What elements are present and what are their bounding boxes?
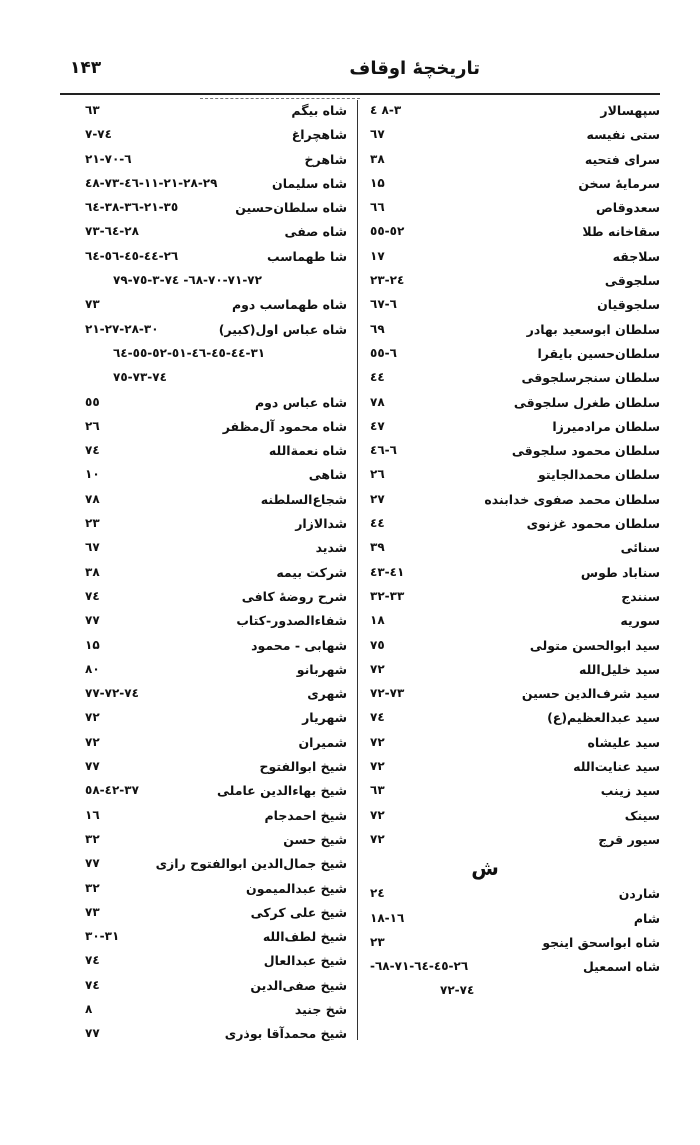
index-entry xyxy=(370,886,660,910)
index-term: سرای فتحیه xyxy=(584,151,660,167)
index-term: سید ابوالحسن متولی xyxy=(529,637,660,653)
index-entry xyxy=(85,953,347,977)
index-entry xyxy=(85,881,347,905)
index-term: شاردن xyxy=(618,886,660,902)
index-entry xyxy=(85,856,347,880)
index-pages: ٦۹ xyxy=(370,321,385,336)
index-pages: ۱٦ xyxy=(85,807,100,822)
index-pages: ۷٤ xyxy=(85,443,100,458)
index-pages: ۲٦-٤٥-٦٤-٦۸-۷۱- xyxy=(370,959,469,974)
index-pages: ۷۲-۷٤ xyxy=(440,983,475,998)
index-pages: ٦۸-۷۰-۷۱-۷۲- ۳-۷٤-۷٥-۷۹ xyxy=(113,273,262,288)
index-term: شهریار xyxy=(302,710,347,726)
index-entry xyxy=(85,686,347,710)
index-entry xyxy=(85,929,347,953)
index-term: شاهچراغ xyxy=(291,127,347,143)
index-pages: ٦-٤٦ xyxy=(370,443,397,458)
index-term: شیخ محمدآقا بوذری xyxy=(224,1026,347,1042)
index-pages: ۷٥ xyxy=(370,637,385,652)
index-pages: ۷۲ xyxy=(370,759,385,774)
index-pages: ۷۷ xyxy=(85,613,100,628)
index-entry xyxy=(370,297,660,321)
index-term: شام xyxy=(633,910,660,926)
index-entry xyxy=(370,419,660,443)
index-term: شیخ علی کرکی xyxy=(250,904,347,920)
index-term: شیخ لطف‌الله xyxy=(262,929,347,945)
index-entry xyxy=(85,759,347,783)
index-entry xyxy=(370,589,660,613)
index-entry xyxy=(370,808,660,832)
index-entry xyxy=(85,395,347,419)
index-term: ستی نفیسه xyxy=(586,127,660,143)
index-entry xyxy=(85,662,347,686)
index-pages: ۷۸ xyxy=(370,394,385,409)
index-entry xyxy=(370,395,660,419)
index-pages: ٤٤ xyxy=(370,370,385,385)
index-term: شا طهماسب xyxy=(267,248,347,264)
column-divider xyxy=(357,100,358,1040)
index-term: شرح روضهٔ کافی xyxy=(241,588,347,604)
section-heading xyxy=(370,856,660,886)
index-term: سینک xyxy=(624,807,660,823)
index-term: شدید xyxy=(315,540,347,556)
index-entry xyxy=(370,565,660,589)
index-term: شجاع‌السلطنه xyxy=(260,491,347,507)
index-entry xyxy=(85,540,347,564)
index-pages: ۱۵ xyxy=(370,175,385,190)
index-term: شاهرخ xyxy=(304,151,347,167)
index-pages: ۷۲ xyxy=(370,807,385,822)
index-term: سناباد طوس xyxy=(580,564,660,580)
index-pages: ۱٦-۱۸ xyxy=(370,910,405,925)
index-term: سید عبدالعظیم(ع) xyxy=(547,710,660,726)
index-pages: ۲۱-۲۷-۲۸-۳۰ xyxy=(85,321,159,336)
index-term: سلطان محمود سلجوقی xyxy=(511,443,660,459)
index-pages: ۷۷ xyxy=(85,759,100,774)
index-term: شاه محمود آل‌مظفر xyxy=(222,418,347,434)
index-pages: ۷۲ xyxy=(370,661,385,676)
index-entry xyxy=(85,249,347,273)
index-pages: ٤۷ xyxy=(370,418,385,433)
index-term: سپهسالار xyxy=(600,103,660,118)
index-column-left xyxy=(85,103,347,1051)
index-pages: ۱۰ xyxy=(85,467,100,482)
index-entry xyxy=(370,467,660,491)
index-pages: ۱۷ xyxy=(370,248,385,263)
index-term: سلطان محمود غزنوی xyxy=(526,516,660,532)
index-term: سنندج xyxy=(621,588,660,604)
header-rule xyxy=(60,93,660,95)
index-entry xyxy=(85,322,347,346)
index-entry xyxy=(85,905,347,929)
index-term: شیخ عبدالمیمون xyxy=(246,880,347,896)
index-pages: ٦-٦۷ xyxy=(370,297,397,312)
index-term: سقاخانه طلا xyxy=(582,224,660,240)
index-entry xyxy=(370,103,660,127)
index-entry xyxy=(85,127,347,151)
index-term: سید زینب xyxy=(600,783,660,799)
index-term: شاه ابواسحق اینجو xyxy=(542,934,660,950)
index-term: سلطان سنجرسلجوقی xyxy=(521,370,660,386)
index-term: شاه عباس اول(کبیر) xyxy=(218,321,347,337)
index-entry xyxy=(85,176,347,200)
index-term: سلجوقی xyxy=(604,273,660,289)
index-pages: ۷۸ xyxy=(85,491,100,506)
index-entry xyxy=(85,370,347,394)
index-entry xyxy=(370,516,660,540)
index-term: سیور قرج xyxy=(598,831,660,847)
index-pages: ٦٦ xyxy=(370,200,385,215)
running-title: تاریخچهٔ اوقاف xyxy=(349,58,480,79)
index-entry xyxy=(85,273,347,297)
index-term: سلطان مرادمیرزا xyxy=(552,418,660,434)
index-pages: ۷۲ xyxy=(370,734,385,749)
index-term: شهربانو xyxy=(296,661,347,677)
index-term: سلطان‌حسین بایقرا xyxy=(537,345,660,361)
index-entry xyxy=(85,638,347,662)
index-entry xyxy=(85,200,347,224)
index-entry xyxy=(85,783,347,807)
index-entry xyxy=(370,540,660,564)
index-term: سلطان محمدالجایتو xyxy=(538,467,660,483)
index-pages: ٥۲-٥٥ xyxy=(370,224,405,239)
index-entry xyxy=(85,735,347,759)
index-entry xyxy=(85,808,347,832)
index-pages: ۸۰ xyxy=(85,661,100,676)
index-term: سید عنایت‌الله xyxy=(573,759,660,775)
index-entry xyxy=(370,686,660,710)
index-pages: ۲٦-٤٤-٤٥-٥٦-٦٤ xyxy=(85,248,179,263)
index-entry xyxy=(85,832,347,856)
index-term: شفاءالصدور-کتاب xyxy=(236,613,347,629)
index-entry xyxy=(85,346,347,370)
index-entry xyxy=(85,710,347,734)
index-pages: ٤٤ xyxy=(370,516,385,531)
index-term: سرمایهٔ سخن xyxy=(578,175,660,191)
index-entry xyxy=(85,467,347,491)
index-term: شاه نعمةالله xyxy=(268,443,347,459)
index-entry xyxy=(85,492,347,516)
index-entry xyxy=(85,152,347,176)
index-pages: ٦۳ xyxy=(370,783,385,798)
index-term: شاه اسمعیل xyxy=(583,959,660,975)
index-term: شیخ صفی‌الدین xyxy=(250,977,347,993)
index-entry xyxy=(370,370,660,394)
index-pages: ۷۳ xyxy=(85,904,100,919)
index-column-right xyxy=(370,103,660,1008)
index-pages: ۷۷ xyxy=(85,856,100,871)
index-pages: ۲۱-۳٥-۳٦-۳۸-٦٤ xyxy=(85,200,179,215)
index-pages: ۱۱-۲۱-۲۸-۲۹-٤٦-٤۸-۷۳ xyxy=(85,175,218,190)
index-term: شاهی xyxy=(308,467,347,483)
index-term: شاه بیگم xyxy=(291,103,347,118)
index-pages: ۷۳ xyxy=(85,297,100,312)
index-term: سلطان طغرل سلجوقی xyxy=(513,394,660,410)
index-pages: ۳۸ xyxy=(85,564,100,579)
index-pages: ۳۱-٤٤-٤٥-٤٦-٥۱-٥۲-٥٥-٦٤ xyxy=(113,345,266,360)
index-entry xyxy=(370,346,660,370)
index-term: سنائی xyxy=(620,540,660,556)
index-pages: ۷٤ xyxy=(370,710,385,725)
index-entry xyxy=(85,1002,347,1026)
index-term: شیخ ابوالفتوح xyxy=(259,759,347,775)
index-pages: ٦-٥٥ xyxy=(370,345,397,360)
index-term: شرکت بیمه xyxy=(276,564,347,580)
index-term: شخ جنید xyxy=(294,1001,347,1017)
section-letter: ش xyxy=(471,856,499,881)
index-pages: ۲٦ xyxy=(370,467,385,482)
index-entry xyxy=(85,443,347,467)
index-pages: ۸ xyxy=(85,1001,93,1016)
index-term: شاه طهماسب دوم xyxy=(231,297,347,313)
index-entry xyxy=(370,983,660,1007)
index-entry xyxy=(370,249,660,273)
index-pages: ۲۷ xyxy=(370,491,385,506)
index-entry xyxy=(370,662,660,686)
index-entry xyxy=(85,613,347,637)
index-term: شاه عباس دوم xyxy=(255,394,347,410)
index-pages: ۳۲-۳۳ xyxy=(370,588,405,603)
index-term: شمیران xyxy=(298,734,347,750)
index-pages: ۷۳-۷٤-۷٥ xyxy=(113,370,167,385)
index-term: سلطان ابوسعید بهادر xyxy=(526,321,660,337)
index-pages: ۲۳ xyxy=(370,934,385,949)
index-pages: ۲٤ xyxy=(370,886,385,901)
index-entry xyxy=(370,152,660,176)
index-pages: ۷۲-۷٤-۷۷ xyxy=(85,686,139,701)
index-entry xyxy=(370,935,660,959)
index-term: سوریه xyxy=(620,613,660,629)
index-entry xyxy=(370,613,660,637)
index-term: شیخ بهاءالدین عاملی xyxy=(217,783,347,799)
index-entry xyxy=(370,127,660,151)
index-entry xyxy=(370,200,660,224)
index-pages: ۷٤ xyxy=(85,977,100,992)
index-entry xyxy=(370,492,660,516)
index-entry xyxy=(370,273,660,297)
index-pages: ۳۲ xyxy=(85,880,100,895)
index-pages: ۷۲ xyxy=(85,734,100,749)
index-pages: ۳۷-٤۲-٥۸ xyxy=(85,783,139,798)
index-pages: ۷۲ xyxy=(85,710,100,725)
index-pages: ۷۲ xyxy=(370,831,385,846)
index-pages: ۷۲-۷۳ xyxy=(370,686,405,701)
index-pages: ۲۳ xyxy=(85,516,100,531)
index-pages: ٦۷ xyxy=(370,127,385,142)
index-pages: ۳۰-۳۱ xyxy=(85,929,120,944)
index-pages: ۷-۷٤ xyxy=(85,127,112,142)
index-term: شیخ حسن xyxy=(283,831,347,847)
index-term: شدالازار xyxy=(295,516,347,532)
index-pages: ٥٥ xyxy=(85,394,100,409)
index-term: شهری xyxy=(307,686,347,702)
index-pages: ۳۹ xyxy=(370,540,385,555)
page-header xyxy=(60,58,660,88)
index-pages: ۲۸-٦٤-۷۳ xyxy=(85,224,139,239)
index-term: سلجوقیان xyxy=(597,297,660,313)
index-pages: ۱۸ xyxy=(370,613,385,628)
index-term: شهابی - محمود xyxy=(251,637,347,653)
index-entry xyxy=(370,783,660,807)
index-pages: ٦۳ xyxy=(85,103,100,117)
index-term: شاه سلیمان xyxy=(272,175,347,191)
index-term: شاه سلطان‌حسین xyxy=(235,200,347,216)
header-rule-dashed xyxy=(200,98,360,99)
index-pages: ۷٤ xyxy=(85,953,100,968)
index-term: سید شرف‌الدین حسین xyxy=(521,686,660,702)
index-entry xyxy=(370,735,660,759)
index-entry xyxy=(85,297,347,321)
index-pages: ۱۵ xyxy=(85,637,100,652)
index-term: سید علیشاه xyxy=(587,734,660,750)
index-term: سید خلیل‌الله xyxy=(579,661,660,677)
index-entry xyxy=(370,710,660,734)
index-pages: ۲۳-۲٤ xyxy=(370,273,405,288)
index-entry xyxy=(370,443,660,467)
index-pages: ۸-۳ ٤ xyxy=(370,103,402,117)
index-term: سلاجقه xyxy=(612,248,660,264)
index-entry xyxy=(85,1026,347,1050)
index-entry xyxy=(370,759,660,783)
index-pages: ۷۷ xyxy=(85,1026,100,1041)
index-entry xyxy=(85,978,347,1002)
index-entry xyxy=(85,103,347,127)
index-pages: ۷٤ xyxy=(85,588,100,603)
index-term: سلطان محمد صفوی خدابنده xyxy=(484,491,660,507)
index-entry xyxy=(370,176,660,200)
index-pages: ۲٦ xyxy=(85,418,100,433)
page-number: ۱۴۳ xyxy=(70,58,102,78)
index-term: شیخ جمال‌الدین ابوالفتوح رازی xyxy=(155,856,347,872)
index-term: سعدوقاص xyxy=(595,200,660,216)
index-entry xyxy=(370,911,660,935)
index-entry xyxy=(370,224,660,248)
index-entry xyxy=(85,419,347,443)
index-entry xyxy=(370,322,660,346)
index-entry xyxy=(85,516,347,540)
index-pages: ٤۱-٤۳ xyxy=(370,564,405,579)
index-entry xyxy=(370,832,660,856)
index-pages: ٦-۲۱-۷۰ xyxy=(85,151,132,166)
index-term: شاه صفی xyxy=(284,224,347,240)
index-term: شیخ عبدالعال xyxy=(263,953,347,969)
index-entry xyxy=(370,959,660,983)
index-entry xyxy=(370,638,660,662)
index-pages: ۳۸ xyxy=(370,151,385,166)
index-entry xyxy=(85,224,347,248)
index-pages: ۳۲ xyxy=(85,831,100,846)
index-entry xyxy=(85,565,347,589)
index-entry xyxy=(85,589,347,613)
index-term: شیخ احمدجام xyxy=(264,807,347,823)
index-pages: ٦۷ xyxy=(85,540,100,555)
